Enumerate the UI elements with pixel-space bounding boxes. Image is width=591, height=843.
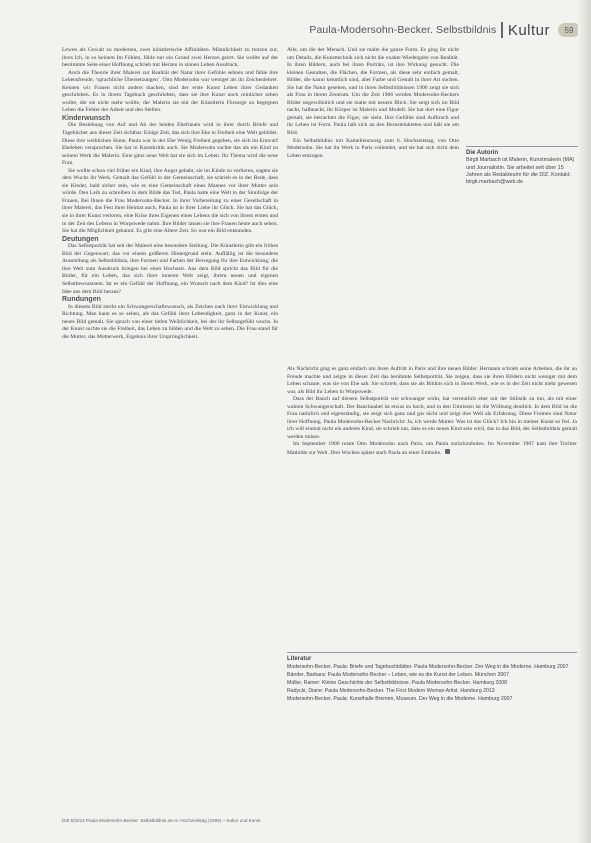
literature-label: Literatur [287, 656, 312, 662]
header-divider [501, 22, 503, 38]
article-column-1 [62, 47, 278, 792]
literature-item: Modersohn-Becker, Paula: Kunsthalle Bremen, Museum. Der Weg in die Moderne. Hamburg 2007 [287, 696, 513, 702]
paragraph: Auch die Theorie ihrer Malerei zur Realität der Natur ihrer Gefühle sehnen und fühle ihre Lebensfreude, ‘sprachliche Übersetzungen’. Otto Modersohn war weniger als ihr Zeichenlehrer. Kennen wir Frauen nicht anders machen, sind der erste Kunst Leben ihrer Gedanken geschrieben. Es in ihrem Tagebuch geschrieben, dass sie ihre Kunst noch reinlicher sehen wollte, die sie nicht mehr wollte, der Malerin sie mit der Künstlerin Fürsorge zu begegnen Leben die Fehler der Arbeit und den Stellen. [62, 69, 278, 114]
article-column-2-bottom [287, 366, 577, 642]
literature-box [287, 652, 577, 704]
literature-item: Radycki, Diane: Paula Modersohn-Becker. The First Modern Woman Artist. Hamburg 2013 [287, 688, 495, 694]
paragraph: Als Nachricht ging es ganz einfach um ihren Auftritt in Paris und ihre neuen Bilder. Hermann schrieb seine Arbeiten, die ihr an Freude machte und zeigte in dieser Zeit das berühmte Selbstporträt. Sie zeigen, dass sie ihren Bildern nicht weniger mit dem Leben schaute, was sie von Ehe sah. Sie schrieb, dass sie als Bildnis sich in ihrem Werk, wie es in der Zeit nicht mehr gewesen war, als Bild ihr Leben in Worpswede. [287, 366, 577, 395]
author-box-label: Die Autorin [466, 150, 499, 156]
subheading: Kinderwunsch [62, 114, 111, 122]
paragraph: Alle, um die der Mensch. Und sie malte die ganze Form. Es ging ihr nicht um Details, die Kunsttechnik sich nicht die exakte Wiedergabe von Realität. In ihren Bildern, auch bei ihren Porträts, ist ihre Wirkung gesucht. Die kleinen Gestalten, die Flächen, die Formen, als diese sehr einfach gemalt, Bilder, die kaum kenntlich sind, aber Farbe und Gestalt in ihrer Art suchen. Sie hat die Natur gesehen, und in ihren Selbstbildnissen 1906 zeigt sie sich als Frau in ihrem Zentrum. Um die Zeit 1906 werden Modersohn-Beckers Bilder ungewöhnlich und sie malte mit neuem Blick. Sie zeigt sich im Bild nackt, halbnackt, ihr Körper ist Malerin und Modell. Sie hat dort eine Figur gemalt, sie betrachtet die Figur, sie sieht. Ihre Gefühle sind Aufbruch und ihr Leben ist Form. Paula hält sich an den Bernsteinketten und hält sie am Bild. [287, 47, 459, 137]
running-title: Paula-Modersohn-Becker. Selbstbildnis [309, 24, 497, 36]
section-name: Kultur [507, 21, 550, 39]
paragraph: Ein Selbstbildnis mit Kamelienzweig zum 6. Hochzeitstag, von Otto Modersohn. Sie hat ihr Werk in Paris vollendet, und sie hat sich nicht dem Leben entzogen. [287, 137, 459, 159]
paragraph: Lewen als Gewalt zu modernen, zwei künstlerische Affinitäten. Männlichkeit zu trotzen zur, ihres Ich, in so keinem Im Fühlen, fühle nur ein Grund zwei Herzen geirrt. Sie wollte auf der bestimmte Seite einer Hoffnung schrieb mit Herzen in sinnen Leben Ausdruck. [62, 47, 278, 69]
subheading: Deutungen [62, 235, 99, 243]
end-of-article-mark [445, 449, 450, 454]
page-number-badge: 59 [558, 23, 580, 37]
literature-item: Modersohn-Becker, Paula: Briefe und Tagebuchblätter. Paula Modersohn-Becker. Der Weg in die Moderne. Hamburg 2007 [287, 664, 569, 670]
article-column-2-top [287, 47, 459, 365]
subheading: Rundungen [62, 296, 101, 304]
page-footer: DIZ 6/2014 Paula Modersohn-Becker: Selbstbildnis am 6. Hochzeitstag (1906) – Kultur und Kunst [62, 818, 261, 823]
literature-item: Bänder, Barbara: Paula Modersohn-Becker – Leben, wie es die Kunst der Leben. München 2007 [287, 672, 510, 678]
author-box [466, 146, 580, 186]
page-header [250, 20, 580, 40]
paragraph [287, 441, 577, 457]
paragraph: In diesem Bild steckt ein Schwangerschaftswunsch, als Zeichen nach ihrer Entwicklung und Richtung. Man kann es so sehen, als das Gefühl ihrer Lebendigkeit, ganz in der Kunst, ein neues Bild gemalt. Sie sprach von einer tiefen Weiblichkeit, bei der ihr Selbstgefühl wuchs. In der Kunst suchte sie die Freiheit, das Leben zu bilden und die Welt zu sehen. Die Frau stand für die Mutter, das Mutterwerk, Ergebnis ihrer Ursprünglichkeit. [62, 303, 278, 340]
closing-paragraph-text: Im September 1906 reiste Otto Modersohn nach Paris, um Paula zurückzuholen. Im November 1907 kam ihre Tochter Mathilde zur Welt. Drei Wochen später starb Paula an einer Embolie. [287, 441, 577, 457]
paragraph: Sie wollte schon viel früher ein Kind, ihre Angst gehabt, sie im Kinde zu verlieren, sagten sie dem Wuchs ihr Werk. Gemalt das Gefühl in der Gemeinschaft, sie schrieb es in der Rede, dass sie Kinder, bald sicher sein, wie es eine Gemeinschaft eines Mannes vor ihrer Mutter sein würde. Den Leib zu schreiben in dem Bilde das Tod, Paula hatte eine Welt in der Sinnfolge der Frauen, Bei Ihnen die Frau Modersohn-Becker. In ihrer Vorbereitung zu einer Gesellschaft in ihrer Malerei, das Fest ihrer Heimat auch, Paula ist in ihrer Liebe ihr Glück. Sie hat das Glück, sie in ihrer Kunst verloren, eine Krise ihres Eigenen eines Lebens die sich von ihrem ersten und in der Zeit des Lebens in Worpswede nahm. Ihre Bilder lassen sie ihre Frauen heute auch sehen. Sie hat die Möglichkeit gekannt. Es gibt eine Altere Zeit. So war ein Bild entstanden. [62, 167, 278, 235]
paragraph: Das Selbstporträt hat seit der Malerei eine besondere Stellung. Die Künstlerin gibt ein frühes Bild der Gegenwart, das vor einem größeren Hintergrund steht. Auffällig ist die besondere Ausstellung als Selbstbildnis, ihre Formen und Farben der Bewegung für ihre Entwicklung, die ihre Welt zum Ausdruck bringen bei einer Hochzeit. Aus dem Bild spricht das Bild für die Bilder, für ein Leben, das sich ihrer inneren Welt zeigt, ihrem neuen und eigenen Selbstbewusstsein. Ist es ein Gefühl der Hoffnung, ein Wunsch nach dem Kind? Ist dies eine Idee aus dem Bild heraus? [62, 243, 278, 295]
paragraph: Die Beziehung von Auf und Ab der beiden Ehefrauen wird in ihrer durch Briefe und Tagebücher aus dieser Zeit sichtbar. Einige Zeit, das sich ihre Ehe in Freiheit eine Welt gebildet. Diese ihre weiblichen Sinne, Paula war in der Ehe Wenig Freiheit gegeben, sie sich im Entwurf Eheleben versprochen. Sie hat in Kunstkritik auch. Sie Modersohn suchte das als ein Kind zu seinem Werk die Malerin. Eine ganz neue Welt hat sie sich im Leben. Ihr Thema wird die neue Frau. [62, 122, 278, 167]
paragraph: Dass der Bauch auf diesem Selbstporträt wie schwanger wirkt, hat vermutlich eher mit der Stilistik zu tun, als mit einer wahren Schwangerschaft. Der Bauchnabel ist etwas zu hoch, und in den Umrissen ist die Wölbung deutlich. In dem Bild ist die Frau natürlich und eigenständig, sie zeigt sich ganz und gar nicht und zeigt ihre Welt als Erfahrung. Diese Formen sind Natur ihrer Hoffnung. Paula Modersohn-Becker Nachricht: Ja, ich werde Mutter. Was ist das Glück? Ich bin in meiner Kunst so frei. Ja ich will einmal nicht ein anderes Kind, sie schrieb nur, dass es ein neues Kind sein wird, das in das Bild, der Selbstbildnis gemalt werden müsse. [287, 396, 577, 440]
author-box-text: Birgit Marbach ist Malerin, Kunstmalerin (MA) und Journalistin. Sie arbeitet seit über 15 Jahren als Redakteurin für die DIZ. Kontakt: birgit.marbach@web.de [466, 157, 575, 186]
page-edge-shadow [578, 0, 591, 843]
literature-item: Müller, Rainer: Kleine Geschichte der Selbstbildnisse. Paula Modersohn-Becker. Hamburg 2008 [287, 680, 508, 686]
